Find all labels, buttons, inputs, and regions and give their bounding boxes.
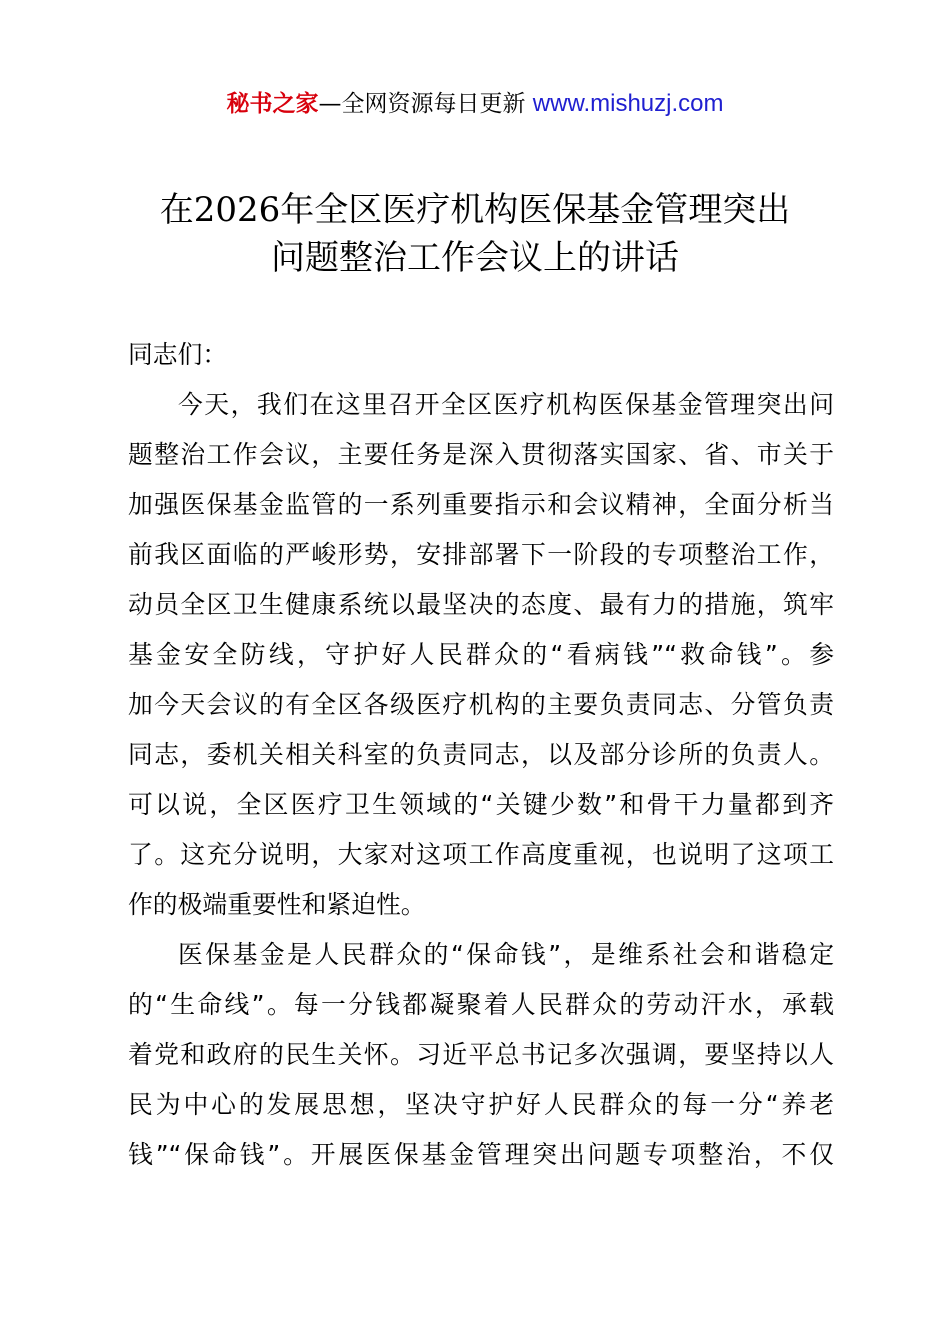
paragraph-line: 着党和政府的民生关怀。习近平总书记多次强调，要坚持以人 (128, 1040, 834, 1069)
paragraph-line: 民为中心的发展思想，坚决守护好人民群众的每一分“养老 (128, 1090, 834, 1119)
paragraph-line: 医保基金是人民群众的“保命钱”，是维系社会和谐稳定 (178, 940, 834, 969)
paragraph-line: 今天，我们在这里召开全区医疗机构医保基金管理突出问 (178, 390, 834, 419)
site-url-link[interactable]: www.mishuzj.com (532, 90, 724, 117)
paragraph-line: 动员全区卫生健康系统以最坚决的态度、最有力的措施，筑牢 (128, 590, 834, 619)
paragraph-line: 题整治工作会议，主要任务是深入贯彻落实国家、省、市关于 (128, 440, 834, 469)
brand-name: 秘书之家 (226, 91, 319, 117)
paragraph-line: 加今天会议的有全区各级医疗机构的主要负责同志、分管负责 (128, 690, 834, 719)
document-body (128, 330, 834, 1180)
paragraph-line: 钱”“保命钱”。开展医保基金管理突出问题专项整治，不仅 (128, 1140, 834, 1169)
title-line-1 (0, 186, 950, 234)
title-line-1-post: 年全区医疗机构医保基金管理突出 (280, 190, 791, 230)
paragraph-line: 作的极端重要性和紧迫性。 (128, 890, 426, 919)
paragraph-line: 基金安全防线，守护好人民群众的“看病钱”“救命钱”。参 (128, 640, 834, 669)
title-line-2: 问题整治工作会议上的讲话 (271, 238, 679, 278)
paragraph-line: 同志，委机关相关科室的负责同志，以及部分诊所的负责人。 (128, 740, 834, 769)
title-year: 2026 (193, 190, 281, 230)
greeting: 同志们： (128, 340, 228, 369)
document-title (0, 186, 950, 282)
paragraph-line: 加强医保基金监管的一系列重要指示和会议精神，全面分析当 (128, 490, 834, 519)
site-header (0, 88, 950, 120)
paragraph-2 (128, 930, 834, 1180)
paragraph-line: 的“生命线”。每一分钱都凝聚着人民群众的劳动汗水，承载 (128, 990, 834, 1019)
title-line-1-pre: 在 (159, 190, 194, 230)
paragraph-1 (128, 380, 834, 930)
paragraph-line: 可以说，全区医疗卫生领域的“关键少数”和骨干力量都到齐 (128, 790, 834, 819)
paragraph-line: 前我区面临的严峻形势，安排部署下一阶段的专项整治工作， (128, 540, 834, 569)
header-tagline: —全网资源每日更新 (318, 91, 533, 117)
paragraph-line: 了。这充分说明，大家对这项工作高度重视，也说明了这项工 (128, 840, 834, 869)
